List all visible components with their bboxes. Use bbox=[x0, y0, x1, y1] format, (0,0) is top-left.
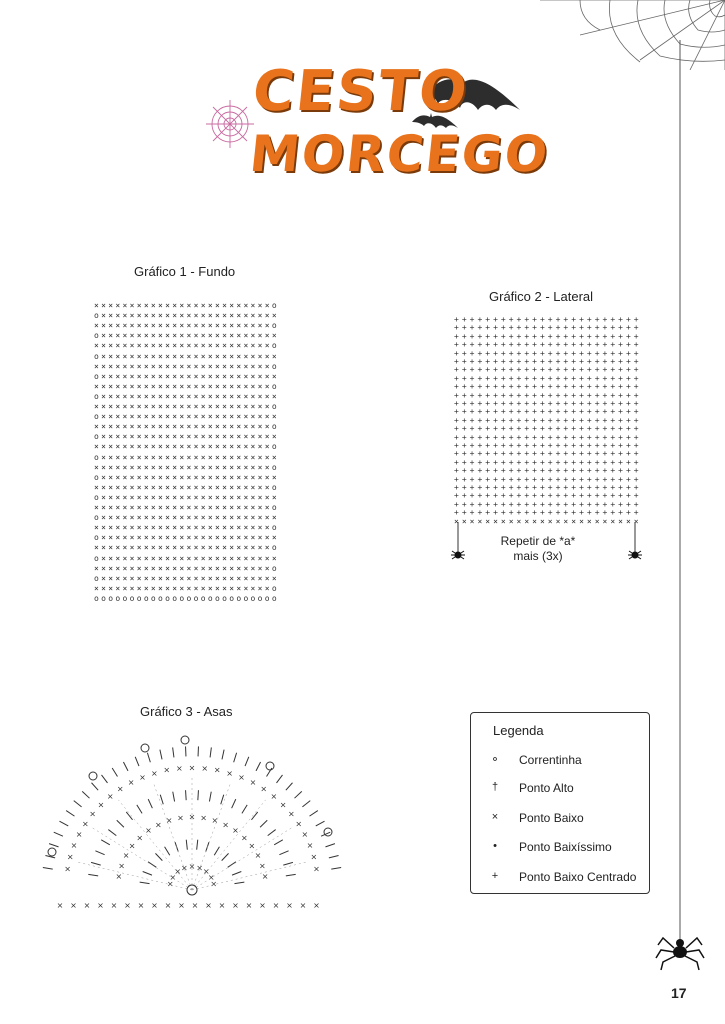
stitch-x: × bbox=[89, 809, 96, 819]
chart-row: o××××××××××××××××××××××××× bbox=[94, 553, 280, 563]
stitch-tall bbox=[329, 855, 339, 857]
picot bbox=[266, 762, 274, 770]
chart-row: ×××××××××××××××××××××××××o bbox=[94, 482, 280, 492]
spider-marker-right-icon bbox=[628, 551, 642, 559]
stitch-tall bbox=[173, 747, 174, 757]
double-crochet-icon: † bbox=[491, 781, 499, 793]
legend-label: Correntinha bbox=[519, 753, 582, 767]
stitch-x: × bbox=[151, 768, 158, 778]
stitch-x: × bbox=[127, 778, 135, 788]
stitch-tall bbox=[155, 853, 162, 860]
stitch-tall bbox=[268, 830, 276, 836]
chart-row: ×××××××××××××××××××××××××o bbox=[94, 301, 280, 310]
stitch-tall bbox=[74, 801, 82, 807]
chart-row: ++++++++++++++++++++++++ bbox=[454, 373, 642, 383]
slip-stitch-icon: • bbox=[493, 840, 497, 852]
stitch-x: × bbox=[210, 879, 218, 889]
chart-row: o××××××××××××××××××××××××× bbox=[94, 391, 280, 401]
chart-row: ++++++++++++++++++++++++ bbox=[454, 449, 642, 459]
chart-row: ++++++++++++++++++++++++ bbox=[454, 432, 642, 442]
stitch-tall bbox=[260, 820, 267, 827]
stitch-tall bbox=[221, 795, 224, 805]
legend-item bbox=[471, 838, 649, 858]
stitch-tall bbox=[286, 783, 293, 790]
stitch-tall bbox=[108, 830, 116, 836]
stitch-x: × bbox=[136, 833, 144, 843]
title-line-1: CESTO bbox=[249, 59, 472, 124]
chart1-caption: Gráfico 1 - Fundo bbox=[134, 264, 236, 279]
stitch-x: × bbox=[299, 901, 307, 910]
chart-row: ++++++++++++++++++++++++ bbox=[454, 491, 642, 501]
stitch-tall bbox=[286, 874, 296, 876]
stitch-x: × bbox=[213, 765, 221, 775]
stitch-x: × bbox=[249, 778, 257, 788]
chart-row: ++++++++++++++++++++++++ bbox=[454, 348, 642, 358]
stitch-x: × bbox=[137, 901, 145, 910]
stitch-tall bbox=[54, 832, 63, 836]
stitch-tall bbox=[82, 791, 89, 798]
chart-row: o××××××××××××××××××××××××× bbox=[94, 513, 280, 523]
chart-row: ++++++++++++++++++++++++ bbox=[454, 365, 642, 375]
chart-row: ++++++++++++++++++++++++ bbox=[454, 483, 642, 492]
stitch-x: × bbox=[259, 861, 266, 871]
stitch-tall bbox=[49, 844, 58, 847]
stitch-x: × bbox=[116, 784, 124, 794]
stitch-x: × bbox=[145, 826, 152, 836]
stitch-x: × bbox=[226, 768, 233, 778]
stitch-x: × bbox=[151, 901, 158, 910]
chart-row: ++++++++++++++++++++++++ bbox=[454, 315, 642, 324]
chart-row: o××××××××××××××××××××××××× bbox=[94, 452, 280, 462]
chart-row: ×××××××××××××××××××××××××o bbox=[94, 462, 280, 472]
chart-row: ++++++++++++++++++++++++ bbox=[454, 357, 642, 366]
stitch-tall bbox=[43, 868, 53, 870]
stitch-tall bbox=[214, 847, 219, 856]
stitch-tall bbox=[59, 821, 68, 826]
stitch-x: × bbox=[245, 901, 253, 910]
stitch-x: × bbox=[261, 872, 269, 882]
stitch-x: × bbox=[70, 840, 78, 850]
stitch-x: × bbox=[272, 901, 280, 910]
stitch-tall bbox=[316, 821, 325, 826]
stitch-tall bbox=[137, 805, 142, 814]
stitch-x: × bbox=[232, 901, 239, 910]
stitch-tall bbox=[186, 840, 187, 850]
chart-row: o××××××××××××××××××××××××× bbox=[94, 573, 280, 583]
stitch-x: × bbox=[70, 901, 77, 910]
chart-row: ++++++++++++++++++++++++ bbox=[454, 390, 642, 400]
stitch-x: × bbox=[128, 841, 136, 851]
stitch-tall bbox=[135, 757, 139, 766]
legend-item bbox=[471, 779, 649, 799]
stitch-x: × bbox=[310, 852, 318, 862]
stitch-x: × bbox=[248, 841, 256, 851]
stitch-tall bbox=[91, 862, 101, 865]
legend-item bbox=[471, 751, 649, 771]
stitch-tall bbox=[173, 792, 175, 802]
stitch-x: × bbox=[188, 862, 196, 872]
pink-web-icon bbox=[204, 98, 256, 150]
stitch-x: × bbox=[313, 864, 320, 874]
stitch-tall bbox=[222, 750, 224, 760]
stitch-x: × bbox=[83, 901, 91, 910]
stitch-x: × bbox=[110, 901, 118, 910]
chart-row: ++++++++++++++++++++++++ bbox=[454, 323, 642, 333]
stitch-x: × bbox=[165, 816, 173, 826]
legend-title: Legenda bbox=[493, 723, 544, 738]
stitch-tall bbox=[242, 805, 247, 814]
stitch-x: × bbox=[270, 791, 278, 801]
legend-label: Ponto Alto bbox=[519, 781, 574, 795]
stitch-tall bbox=[232, 871, 241, 875]
chart-row: ++++++++++++++++++++++++ bbox=[454, 424, 642, 434]
stitch-tall bbox=[331, 868, 341, 870]
stitch-tall bbox=[148, 862, 156, 868]
stitch-x: × bbox=[122, 851, 130, 861]
stitch-tall bbox=[148, 799, 152, 808]
stitch-x: × bbox=[313, 901, 320, 910]
stitch-tall bbox=[283, 862, 293, 865]
stitch-tall bbox=[88, 874, 98, 876]
legend-box bbox=[470, 712, 650, 894]
chart-row: o××××××××××××××××××××××××× bbox=[94, 432, 280, 442]
chart-row: o××××××××××××××××××××××××× bbox=[94, 492, 280, 502]
centered-single-crochet-icon: + bbox=[491, 870, 499, 882]
stitch-tall bbox=[256, 762, 261, 771]
stitch-x: × bbox=[205, 901, 212, 910]
repeat-note-line1: Repetir de *a* bbox=[500, 534, 576, 548]
chart-row: ×××××××××××××××××××××××××o bbox=[94, 563, 280, 573]
chart-row: ×××××××××××××××××××××××××o bbox=[94, 341, 280, 351]
stitch-tall bbox=[310, 811, 318, 817]
stitch-tall bbox=[295, 791, 302, 798]
stitch-x: × bbox=[64, 864, 71, 874]
stitch-x: × bbox=[139, 772, 146, 782]
chart-row: ++++++++++++++++++++++++ bbox=[454, 399, 642, 408]
chart-row: ×××××××××××××××××××××××××o bbox=[94, 361, 280, 371]
stitch-x: × bbox=[178, 901, 185, 910]
stitch-tall bbox=[95, 851, 104, 855]
stitch-x: × bbox=[295, 819, 303, 829]
legend-label: Ponto Baixíssimo bbox=[519, 840, 612, 854]
stitch-tall bbox=[325, 844, 334, 847]
stitch-tall bbox=[276, 775, 282, 783]
stitch-x: × bbox=[181, 863, 188, 873]
stitch-tall bbox=[160, 750, 162, 760]
stitch-tall bbox=[91, 783, 98, 790]
stitch-x: × bbox=[188, 763, 196, 773]
chart-row: ×××××××××××××××××××××××××o bbox=[94, 543, 280, 553]
repeat-note-line2: mais (3x) bbox=[513, 549, 563, 563]
stitch-x: × bbox=[306, 840, 314, 850]
stitch-tall bbox=[123, 762, 128, 771]
stitch-x: × bbox=[191, 901, 199, 910]
stitch-x: × bbox=[201, 763, 209, 773]
chart-row: o××××××××××××××××××××××××× bbox=[94, 533, 280, 543]
stitch-tall bbox=[198, 790, 199, 800]
chart-row: ++++++++++++++++++++++++ bbox=[454, 466, 642, 476]
stitch-tall bbox=[112, 768, 117, 776]
stitch-x: × bbox=[163, 765, 171, 775]
stitch-x: × bbox=[97, 901, 104, 910]
chart-row: ++++++++++++++++++++++++ bbox=[454, 340, 642, 350]
chart-row: ×××××××××××××××××××××××××o bbox=[94, 503, 280, 512]
stitch-tall bbox=[186, 790, 187, 800]
chart-row: ++++++++++++++++++++++++ bbox=[454, 457, 642, 467]
spider-marker-left-icon bbox=[451, 551, 465, 559]
stitch-x: × bbox=[56, 901, 64, 910]
stitch-x: × bbox=[222, 820, 229, 830]
stitch-tall bbox=[222, 853, 229, 860]
legend-label: Ponto Baixo Centrado bbox=[519, 870, 637, 884]
chart-row: oooooooooooooooooooooooooo bbox=[94, 593, 280, 603]
legend-item bbox=[471, 868, 649, 888]
chart-row: ++++++++++++++++++++++++ bbox=[454, 499, 642, 509]
chart-row: o××××××××××××××××××××××××× bbox=[94, 331, 280, 341]
chart-row: ×××××××××××××××××××××××××o bbox=[94, 442, 280, 452]
stitch-x: × bbox=[259, 901, 266, 910]
chart2-caption: Gráfico 2 - Lateral bbox=[489, 289, 594, 304]
stitch-tall bbox=[147, 753, 150, 763]
repeat-note bbox=[488, 534, 588, 564]
picot bbox=[324, 828, 332, 836]
single-crochet-icon: × bbox=[491, 811, 499, 823]
stitch-tall bbox=[245, 757, 249, 766]
stitch-x: × bbox=[66, 852, 74, 862]
stitch-x: × bbox=[97, 800, 105, 810]
chart-row: ×××××××××××××××××××××××××o bbox=[94, 402, 280, 411]
hanging-spider-icon bbox=[655, 40, 705, 980]
chart-row: ×××××××××××××××××××××××× bbox=[454, 516, 642, 526]
chart-row: o××××××××××××××××××××××××× bbox=[94, 472, 280, 482]
stitch-tall bbox=[140, 882, 150, 884]
stitch-tall bbox=[274, 840, 283, 845]
stitch-x: × bbox=[218, 901, 226, 910]
stitch-x: × bbox=[288, 809, 295, 819]
stitch-x: × bbox=[286, 901, 293, 910]
picot bbox=[48, 848, 56, 856]
chart-row: ×××××××××××××××××××××××××o bbox=[94, 422, 280, 432]
stitch-x: × bbox=[175, 763, 183, 773]
chart-row: ++++++++++++++++++++++++ bbox=[454, 382, 642, 392]
stitch-tall bbox=[101, 840, 110, 845]
chart-row: ×××××××××××××××××××××××××o bbox=[94, 583, 280, 593]
chart-row: ×××××××××××××××××××××××××o bbox=[94, 381, 280, 391]
stitch-x: × bbox=[188, 812, 196, 822]
stitch-x: × bbox=[207, 872, 215, 882]
stitch-tall bbox=[143, 871, 152, 875]
legend-label: Ponto Baixo bbox=[519, 811, 584, 825]
stitch-tall bbox=[209, 792, 211, 802]
stitch-tall bbox=[279, 851, 288, 855]
stitch-x: × bbox=[115, 872, 123, 882]
stitch-tall bbox=[228, 862, 236, 868]
stitch-tall bbox=[165, 847, 170, 856]
stitch-tall bbox=[210, 747, 211, 757]
stitch-x: × bbox=[211, 816, 219, 826]
chart-row: ++++++++++++++++++++++++ bbox=[454, 441, 642, 450]
stitch-x: × bbox=[166, 879, 174, 889]
stitch-x: × bbox=[75, 829, 83, 839]
chart-row: o××××××××××××××××××××××××× bbox=[94, 371, 280, 381]
stitch-tall bbox=[102, 775, 108, 783]
chart-row: ++++++++++++++++++++++++ bbox=[454, 415, 642, 425]
chart-row: ++++++++++++++++++++++++ bbox=[454, 508, 642, 518]
stitch-tall bbox=[197, 840, 198, 850]
stitch-x: × bbox=[200, 813, 207, 823]
picot bbox=[89, 772, 97, 780]
chart-row: ++++++++++++++++++++++++ bbox=[454, 331, 642, 341]
stitch-tall bbox=[66, 811, 74, 817]
picot bbox=[141, 744, 149, 752]
chart-row: ×××××××××××××××××××××××××o bbox=[94, 523, 280, 533]
stitch-x: × bbox=[169, 872, 177, 882]
stitch-x: × bbox=[155, 820, 162, 830]
legend-item bbox=[471, 809, 649, 829]
stitch-x: × bbox=[279, 800, 287, 810]
stitch-x: × bbox=[260, 784, 268, 794]
stitch-tall bbox=[232, 799, 236, 808]
chain-stitch-icon: ⚬ bbox=[490, 754, 500, 766]
stitch-tall bbox=[234, 882, 244, 884]
chart-row: ++++++++++++++++++++++++ bbox=[454, 474, 642, 484]
title-line-2: MORCEGO bbox=[246, 125, 553, 183]
chart-row: ×××××××××××××××××××××××××o bbox=[94, 321, 280, 331]
stitch-x: × bbox=[124, 901, 131, 910]
stitch-x: × bbox=[196, 863, 203, 873]
chart-row: o××××××××××××××××××××××××× bbox=[94, 311, 280, 321]
chart-row: o××××××××××××××××××××××××× bbox=[94, 412, 280, 422]
stitch-x: × bbox=[118, 861, 125, 871]
stitch-x: × bbox=[202, 867, 210, 877]
stitch-x: × bbox=[240, 833, 248, 843]
chart3-caption: Gráfico 3 - Asas bbox=[140, 704, 233, 719]
stitch-x: × bbox=[238, 772, 245, 782]
picot bbox=[181, 736, 189, 744]
stitch-x: × bbox=[106, 791, 114, 801]
stitch-tall bbox=[160, 795, 163, 805]
stitch-x: × bbox=[81, 819, 89, 829]
stitch-tall bbox=[302, 801, 310, 807]
wing-chart bbox=[40, 730, 345, 915]
stitch-tall bbox=[117, 820, 124, 827]
chart-row: ++++++++++++++++++++++++ bbox=[454, 407, 642, 417]
stitch-x: × bbox=[254, 851, 262, 861]
chart-row: o××××××××××××××××××××××××× bbox=[94, 351, 280, 361]
page-number: 17 bbox=[671, 985, 687, 1001]
stitch-tall bbox=[234, 753, 237, 763]
stitch-x: × bbox=[301, 829, 309, 839]
stitch-x: × bbox=[177, 813, 184, 823]
stitch-x: × bbox=[164, 901, 172, 910]
stitch-x: × bbox=[174, 867, 182, 877]
stitch-x: × bbox=[232, 826, 239, 836]
